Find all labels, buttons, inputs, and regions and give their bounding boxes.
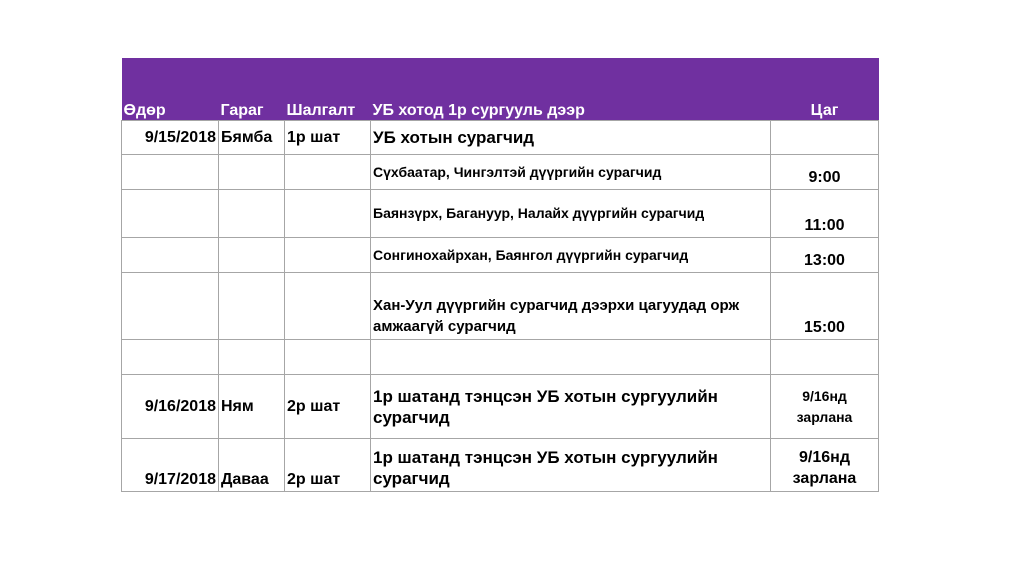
row-date	[122, 238, 219, 273]
row-time: 15:00	[771, 273, 879, 340]
row-stage	[285, 190, 371, 238]
row-weekday	[219, 190, 285, 238]
row-stage	[285, 155, 371, 190]
row-description: 1р шатанд тэнцсэн УБ хотын сургуулийн сурагчид	[371, 375, 771, 439]
header-stage: Шалгалт	[285, 58, 371, 121]
row-description: 1р шатанд тэнцсэн УБ хотын сургуулийн сурагчид	[371, 439, 771, 492]
row-date: 9/17/2018	[122, 439, 219, 492]
row-time	[771, 340, 879, 375]
table-row	[122, 121, 879, 155]
row-weekday: Ням	[219, 375, 285, 439]
table-row	[122, 238, 879, 273]
row-weekday	[219, 155, 285, 190]
header-location: УБ хотод 1р сургууль дээр	[371, 58, 771, 121]
row-date	[122, 273, 219, 340]
row-time: 9:00	[771, 155, 879, 190]
row-description: Сүхбаатар, Чингэлтэй дүүргийн сурагчид	[371, 155, 771, 190]
row-weekday	[219, 238, 285, 273]
row-description: УБ хотын сурагчид	[371, 121, 771, 155]
row-date: 9/16/2018	[122, 375, 219, 439]
header-time: Цаг	[771, 58, 879, 121]
row-stage	[285, 273, 371, 340]
row-stage	[285, 238, 371, 273]
row-date	[122, 155, 219, 190]
row-date: 9/15/2018	[122, 121, 219, 155]
row-time: 9/16нд зарлана	[771, 439, 879, 492]
row-description	[371, 340, 771, 375]
row-weekday	[219, 340, 285, 375]
table-row	[122, 340, 879, 375]
table-row	[122, 273, 879, 340]
table-row	[122, 439, 879, 492]
header-weekday: Гараг	[219, 58, 285, 121]
row-weekday: Даваа	[219, 439, 285, 492]
table-row	[122, 375, 879, 439]
header-date: Өдөр	[122, 58, 219, 121]
row-time: 11:00	[771, 190, 879, 238]
schedule-table	[121, 58, 879, 492]
row-date	[122, 340, 219, 375]
row-date	[122, 190, 219, 238]
row-description: Баянзүрх, Багануур, Налайх дүүргийн сурагчид	[371, 190, 771, 238]
row-description: Сонгинохайрхан, Баянгол дүүргийн сурагчид	[371, 238, 771, 273]
row-weekday: Бямба	[219, 121, 285, 155]
row-time	[771, 121, 879, 155]
row-weekday	[219, 273, 285, 340]
row-stage: 2р шат	[285, 375, 371, 439]
row-stage: 1р шат	[285, 121, 371, 155]
table-row	[122, 190, 879, 238]
row-time: 13:00	[771, 238, 879, 273]
row-description: Хан-Уул дүүргийн сурагчид дээрхи цагуудад орж амжаагүй сурагчид	[371, 273, 771, 340]
row-stage	[285, 340, 371, 375]
header-row	[122, 58, 879, 121]
row-time: 9/16нд зарлана	[771, 375, 879, 439]
table-row	[122, 155, 879, 190]
row-stage: 2р шат	[285, 439, 371, 492]
